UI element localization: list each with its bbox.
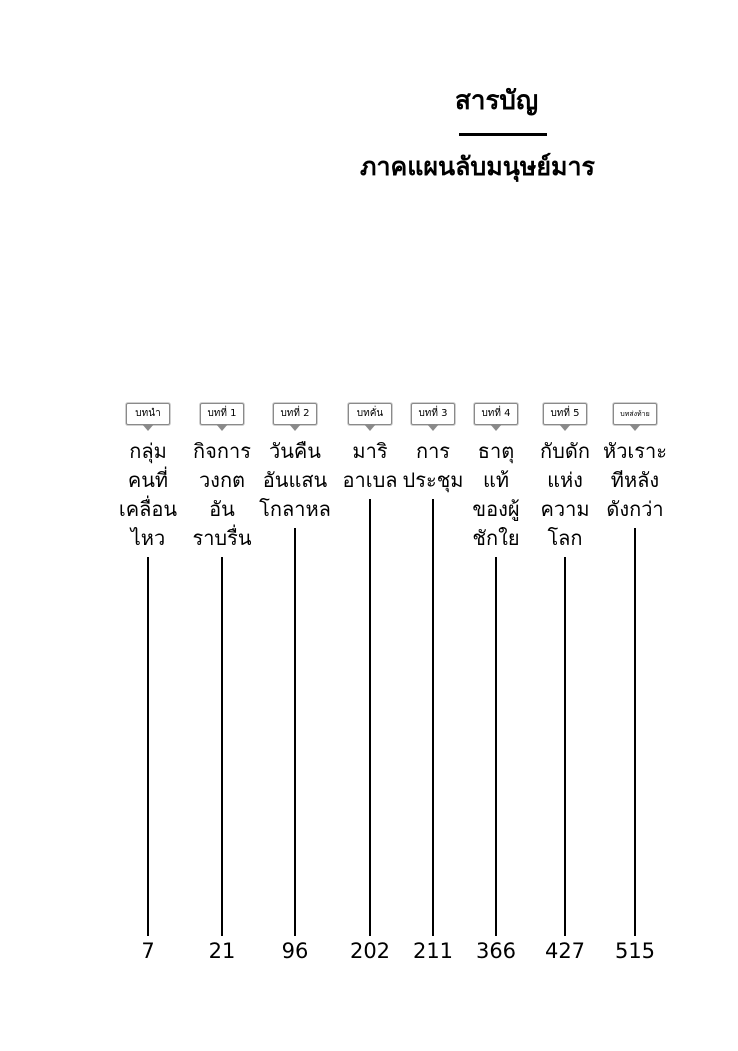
- page-number: 202: [349, 939, 391, 963]
- chapter-title-line: ชักใย: [472, 526, 520, 550]
- page-number: 515: [614, 939, 656, 963]
- chapter-title-line: มาริ: [352, 439, 388, 463]
- page-title: สารบัญ: [455, 86, 539, 116]
- chapter-leader-line: [634, 528, 636, 936]
- chapter-title-line: ทีหลัง: [610, 468, 660, 492]
- chapter-title-line: โกลาหล: [259, 497, 331, 521]
- chapter-title-line: หัวเราะ: [603, 439, 667, 463]
- chapter-tag: บทที่ 3: [411, 403, 455, 425]
- chapter-title-line: วันคืน: [269, 439, 321, 463]
- page-number: 21: [208, 939, 236, 963]
- chapter-title-line: อัน: [209, 497, 235, 521]
- page-number: 7: [141, 939, 155, 963]
- chapter-title-line: แห่ง: [547, 468, 583, 492]
- chapter-title-line: ราบรื่น: [192, 526, 252, 550]
- page-subtitle: ภาคแผนลับมนุษย์มาร: [360, 152, 595, 181]
- chapter-title-line: อันแสน: [262, 468, 328, 492]
- chapter-title-line: โลก: [547, 526, 583, 550]
- page-number: 366: [475, 939, 517, 963]
- chapter-title-line: วงกต: [198, 468, 246, 492]
- chapter-tag: บทนำ: [126, 403, 170, 425]
- chapter-title-line: ประชุม: [402, 468, 464, 492]
- chapter-title-line: เคลื่อน: [118, 497, 178, 521]
- chapter-leader-line: [221, 557, 223, 936]
- chapter-leader-line: [147, 557, 149, 936]
- chapter-title-line: การ: [415, 439, 451, 463]
- chapter-leader-line: [294, 528, 296, 936]
- page-number: 211: [412, 939, 454, 963]
- page-number: 96: [281, 939, 309, 963]
- chapter-title-line: ธาตุ: [477, 439, 515, 463]
- chapter-title-line: คนที่: [127, 468, 169, 492]
- chapter-title-line: ดังกว่า: [606, 497, 664, 521]
- chapter-title-line: ของผู้: [472, 497, 520, 521]
- chapter-tag: บทคั่น: [348, 403, 392, 425]
- chapter-tag: บทที่ 2: [273, 403, 317, 425]
- chapter-leader-line: [432, 499, 434, 936]
- chapter-tag: บทส่งท้าย: [613, 403, 657, 425]
- chapter-title-line: กิจการ: [193, 439, 251, 463]
- chapter-title: [580, 437, 690, 524]
- chapter-tag: บทที่ 4: [474, 403, 518, 425]
- chapter-leader-line: [495, 557, 497, 936]
- page-number: 427: [544, 939, 586, 963]
- chapter-title-line: ไหว: [130, 526, 166, 550]
- chapter-tag: บทที่ 1: [200, 403, 244, 425]
- chapter-title-line: กลุ่ม: [129, 439, 167, 463]
- chapter-title-line: ความ: [540, 497, 590, 521]
- chapter-leader-line: [564, 557, 566, 936]
- chapter-title-line: อาเบล: [342, 468, 398, 492]
- chapter-title-line: กับดัก: [540, 439, 590, 463]
- chapter-title-line: แท้: [482, 468, 510, 492]
- chapter-leader-line: [369, 499, 371, 936]
- chapter-entry-epilogue[interactable]: [590, 0, 680, 1051]
- chapter-tag: บทที่ 5: [543, 403, 587, 425]
